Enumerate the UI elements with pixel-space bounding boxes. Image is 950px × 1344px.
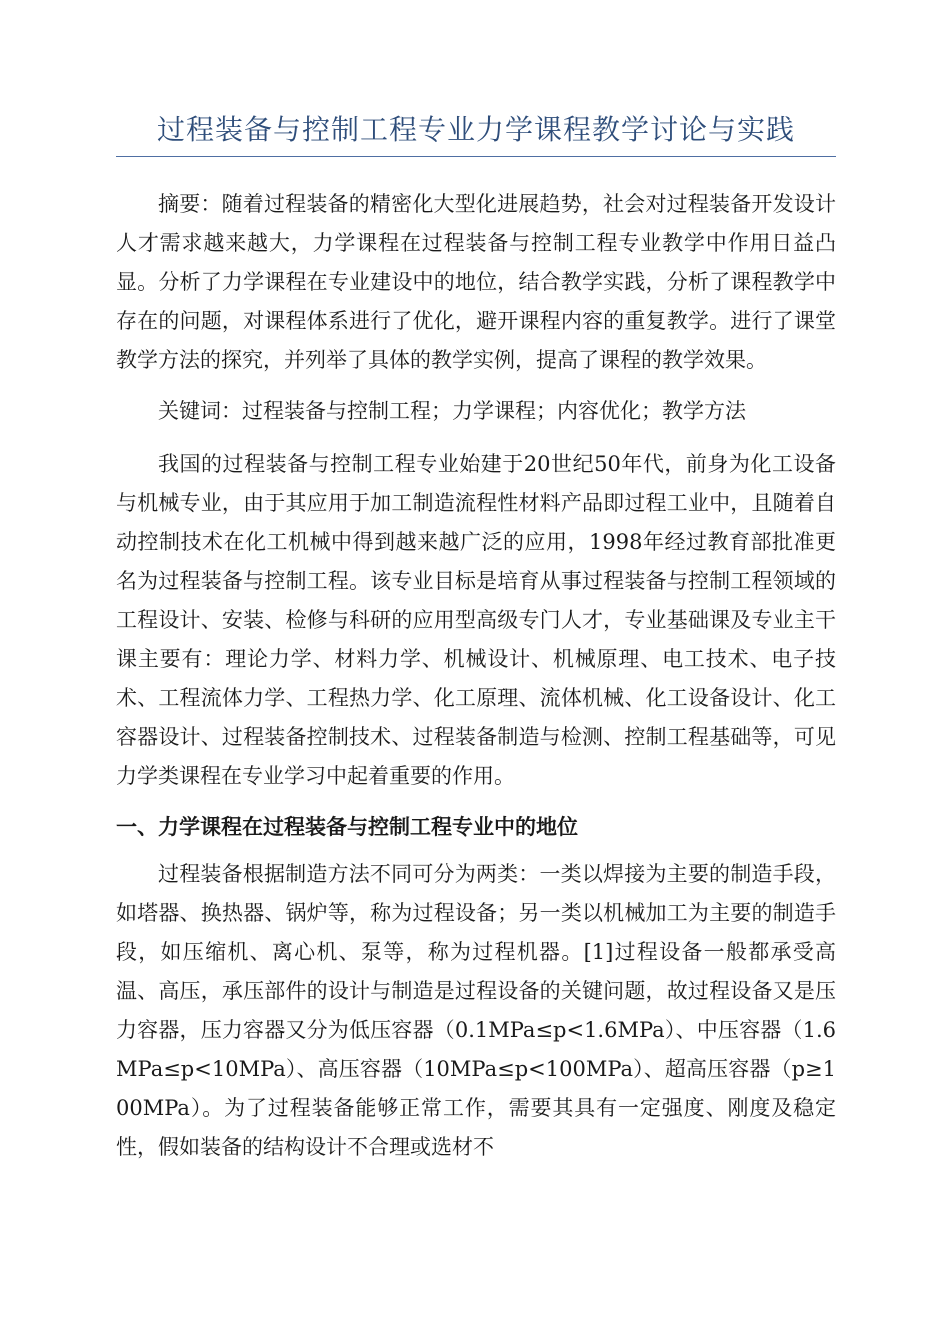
document-title: 过程装备与控制工程专业力学课程教学讨论与实践 [116,108,836,157]
keywords-paragraph: 关键词：过程装备与控制工程；力学课程；内容优化；教学方法 [158,399,746,423]
section-heading-1: 一、力学课程在过程装备与控制工程专业中的地位 [116,815,578,839]
section-1-paragraph: 过程装备根据制造方法不同可分为两类：一类以焊接为主要的制造手段，如塔器、换热器、锅炉等，称为过程设备；另一类以机械加工为主要的制造手段，如压缩机、离心机、泵等，称为过程机器。[1]过程设备一般都承受高温、高压，承压部件的设计与制造是过程设备的关键问题，故过程设备又是压力容器，压力容器又分为低压容器（0.1MPa≤p<1.6MPa）、中压容器（1.6MPa≤p<10MPa）、高压容器（10MPa≤p<100MPa）、超高压容器（p≥100MPa）。为了过程装备能够正常工作，需要其具有一定强度、刚度及稳定性，假如装备的结构设计不合理或选材不 [116,862,836,1159]
abstract-paragraph: 摘要：随着过程装备的精密化大型化进展趋势，社会对过程装备开发设计人才需求越来越大，力学课程在过程装备与控制工程专业教学中作用日益凸显。分析了力学课程在专业建设中的地位，结合教学实践，分析了课程教学中存在的问题，对课程体系进行了优化，避开课程内容的重复教学。进行了课堂教学方法的探究，并列举了具体的教学实例，提高了课程的教学效果。 [116,192,836,372]
document-page [116,108,836,1167]
intro-paragraph: 我国的过程装备与控制工程专业始建于20世纪50年代，前身为化工设备与机械专业，由于其应用于加工制造流程性材料产品即过程工业中，且随着自动控制技术在化工机械中得到越来越广泛的应用，1998年经过教育部批准更名为过程装备与控制工程。该专业目标是培育从事过程装备与控制工程领域的工程设计、安装、检修与科研的应用型高级专门人才，专业基础课及专业主干课主要有：理论力学、材料力学、机械设计、机械原理、电工技术、电子技术、工程流体力学、工程热力学、化工原理、流体机械、化工设备设计、化工容器设计、过程装备控制技术、过程装备制造与检测、控制工程基础等，可见力学类课程在专业学习中起着重要的作用。 [116,452,836,788]
